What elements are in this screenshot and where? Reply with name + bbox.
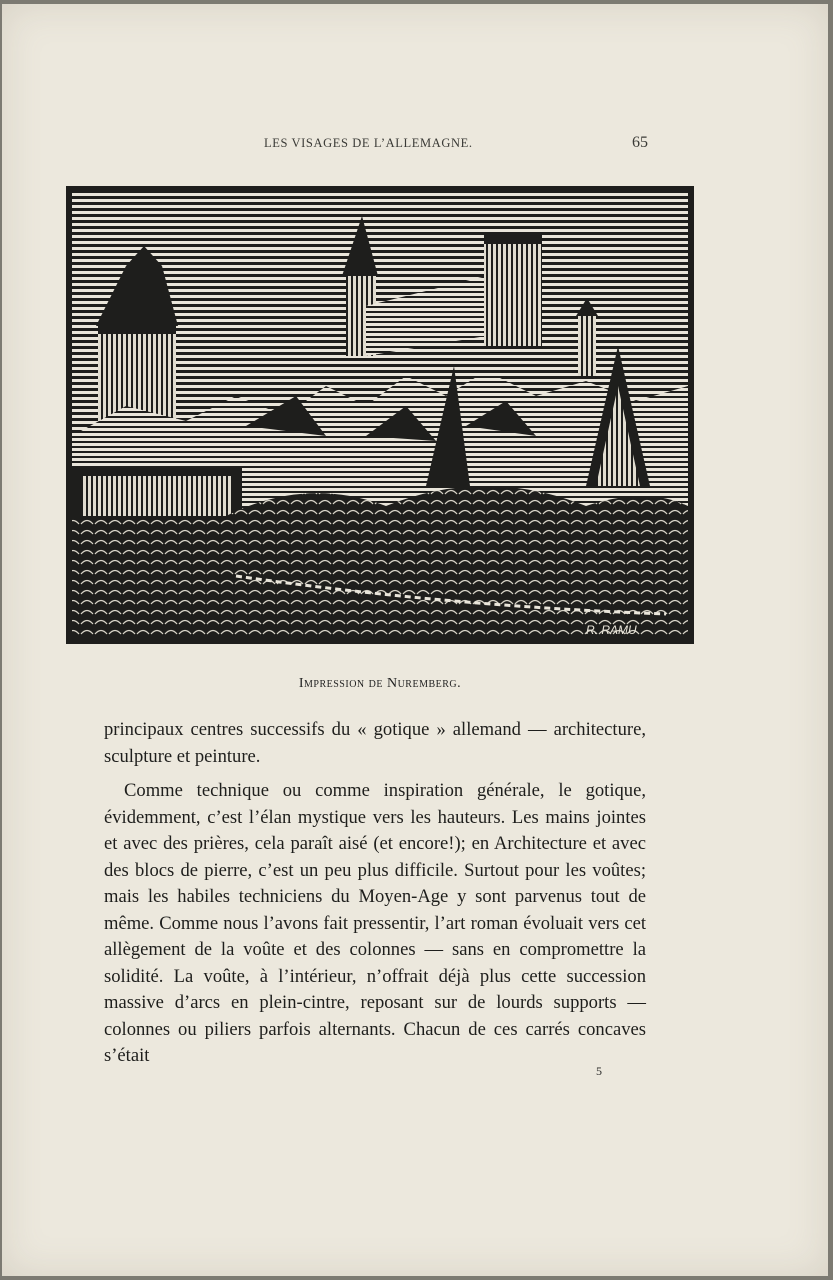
woodcut-image [66, 186, 694, 644]
page-number: 65 [632, 134, 648, 151]
running-title: LES VISAGES DE L’ALLEMAGNE. [264, 136, 473, 150]
artist-signature: R. RAMU [586, 623, 637, 637]
signature-mark: 5 [596, 1064, 602, 1078]
paragraph: Comme technique ou comme inspiration générale, le gotique, évidemment, c’est l’élan mystique vers les hauteurs. Les mains jointes et avec des prières, cela paraît aisé (et encore!); en Architecture et avec des blocs de pierre, c’est un peu plus difficile. Surtout pour les voûtes; mais les habiles techniciens du Moyen-Age y sont parvenus tout de même. Comme nous l’avons fait pressentir, l’art roman évoluait vers cet allègement de la voûte et des colonnes — sans en compromettre la solidité. La voûte, à l’intérieur, n’offrait déjà plus cette succession massive d’arcs en plein-cintre, reposant sur de lourds supports — colonnes ou piliers parfois alternants. Chacun de ces carrés concaves s’était [104, 780, 646, 1066]
body-text [104, 717, 646, 1070]
paragraph: principaux centres successifs du « gotique » allemand — architecture, sculpture et peinture. [104, 719, 646, 767]
figure-caption: Impression de Nuremberg. [298, 676, 462, 691]
woodcut-illustration [66, 186, 694, 644]
